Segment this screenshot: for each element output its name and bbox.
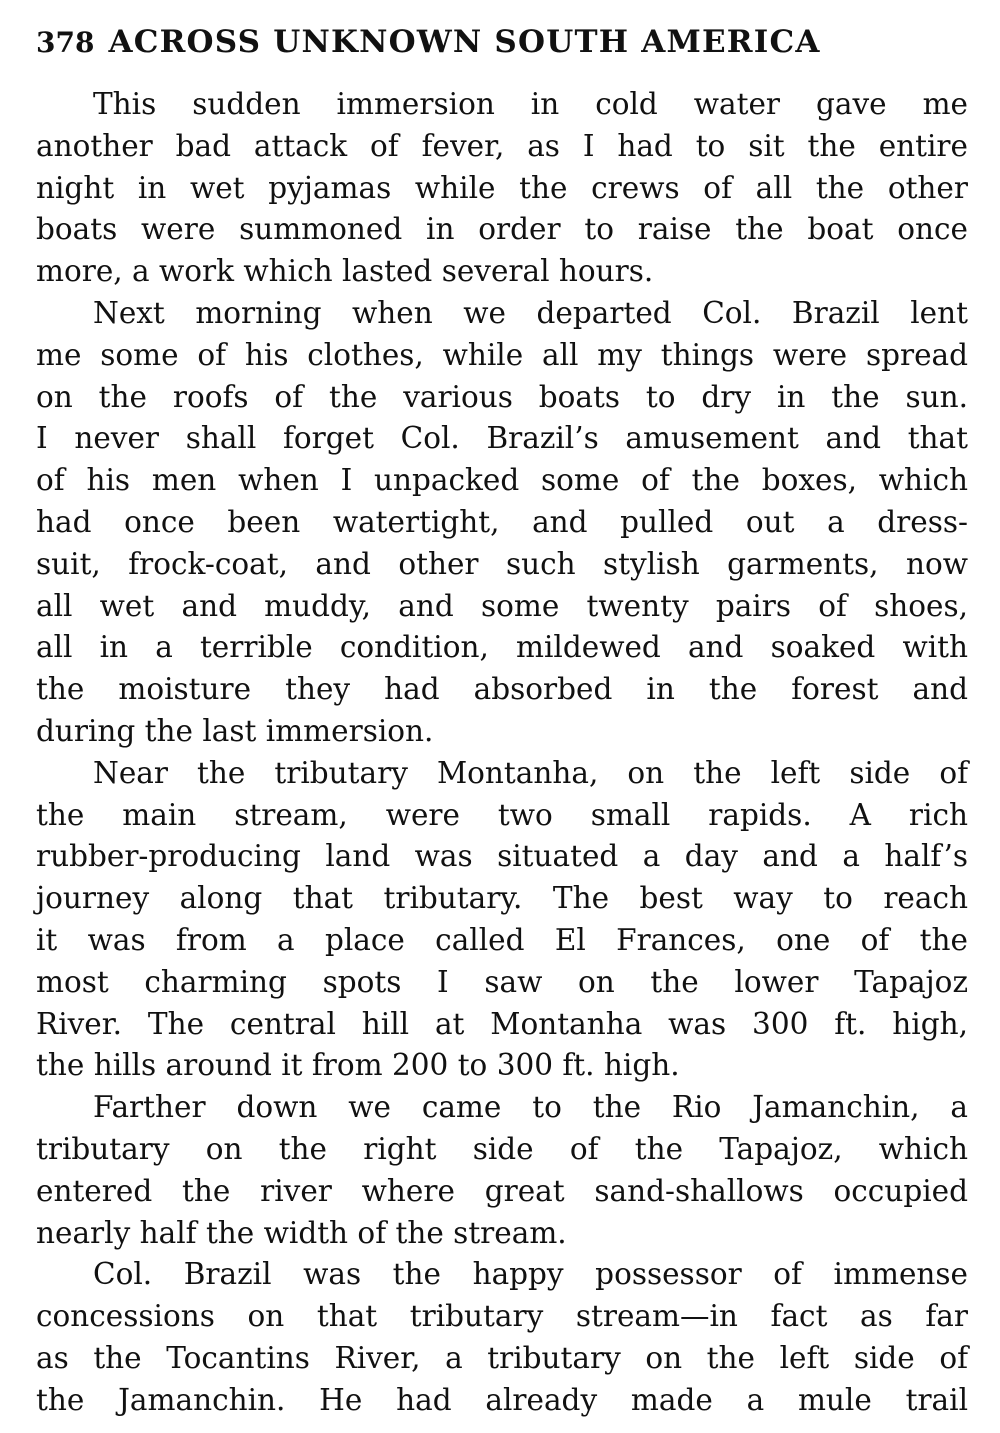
paragraph-line: on the roofs of the various boats to dry in the sun. xyxy=(36,379,968,414)
paragraph-5 xyxy=(36,1254,968,1421)
paragraph-line: boats were summoned in order to raise the boat once xyxy=(36,212,968,247)
paragraph-line: more, a work which lasted several hours. xyxy=(36,254,654,289)
paragraph-line: me some of his clothes, while all my things were spread xyxy=(36,337,968,372)
running-head xyxy=(36,18,968,66)
running-title: ACROSS UNKNOWN SOUTH AMERICA xyxy=(108,24,821,60)
paragraph-line: all in a terrible condition, mildewed and soaked with xyxy=(36,630,968,665)
paragraph-line: had once been watertight, and pulled out a dress- xyxy=(36,504,968,539)
paragraph-line: the moisture they had absorbed in the forest and xyxy=(36,672,968,707)
page-number: 378 xyxy=(36,26,95,59)
body-text xyxy=(36,84,968,1422)
paragraph-1 xyxy=(36,84,968,293)
paragraph-line: suit, frock-coat, and other such stylish garments, now xyxy=(36,546,968,581)
paragraph-2 xyxy=(36,293,968,753)
paragraph-line: River. The central hill at Montanha was 300 ft. high, xyxy=(36,1006,968,1041)
paragraph-4 xyxy=(36,1087,968,1254)
paragraph-line: it was from a place called El Frances, one of the xyxy=(36,922,968,957)
paragraph-line: all wet and muddy, and some twenty pairs of shoes, xyxy=(36,588,968,623)
paragraph-line: tributary on the right side of the Tapajoz, which xyxy=(36,1131,968,1166)
paragraph-line: I never shall forget Col. Brazil’s amusement and that xyxy=(36,421,968,456)
book-page xyxy=(36,18,968,1418)
paragraph-line: night in wet pyjamas while the crews of all the other xyxy=(36,170,968,205)
paragraph-line: journey along that tributary. The best way to reach xyxy=(36,881,968,916)
paragraph-line: during the last immersion. xyxy=(36,713,434,748)
paragraph-line: the main stream, were two small rapids. A rich xyxy=(36,797,968,832)
paragraph-line: concessions on that tributary stream—in fact as far xyxy=(36,1299,968,1334)
paragraph-line: Col. Brazil was the happy possessor of immense xyxy=(93,1257,968,1292)
paragraph-line: as the Tocantins River, a tributary on the left side of xyxy=(36,1340,968,1375)
paragraph-line: This sudden immersion in cold water gave me xyxy=(93,87,968,121)
paragraph-line: another bad attack of fever, as I had to sit the entire xyxy=(36,128,968,163)
paragraph-line: Farther down we came to the Rio Jamanchin, a xyxy=(93,1090,968,1125)
paragraph-line: Next morning when we departed Col. Brazil lent xyxy=(93,295,968,330)
paragraph-line: Near the tributary Montanha, on the left side of xyxy=(93,755,968,790)
paragraph-line: entered the river where great sand-shallows occupied xyxy=(36,1173,968,1208)
paragraph-line: the hills around it from 200 to 300 ft. high. xyxy=(36,1048,680,1083)
paragraph-line: rubber-producing land was situated a day and a half’s xyxy=(36,839,968,874)
paragraph-line: the Jamanchin. He had already made a mule trail xyxy=(36,1382,968,1417)
paragraph-line: most charming spots I saw on the lower Tapajoz xyxy=(36,964,968,999)
paragraph-3 xyxy=(36,753,968,1087)
paragraph-line: of his men when I unpacked some of the boxes, which xyxy=(36,463,968,498)
paragraph-line: nearly half the width of the stream. xyxy=(36,1215,567,1250)
